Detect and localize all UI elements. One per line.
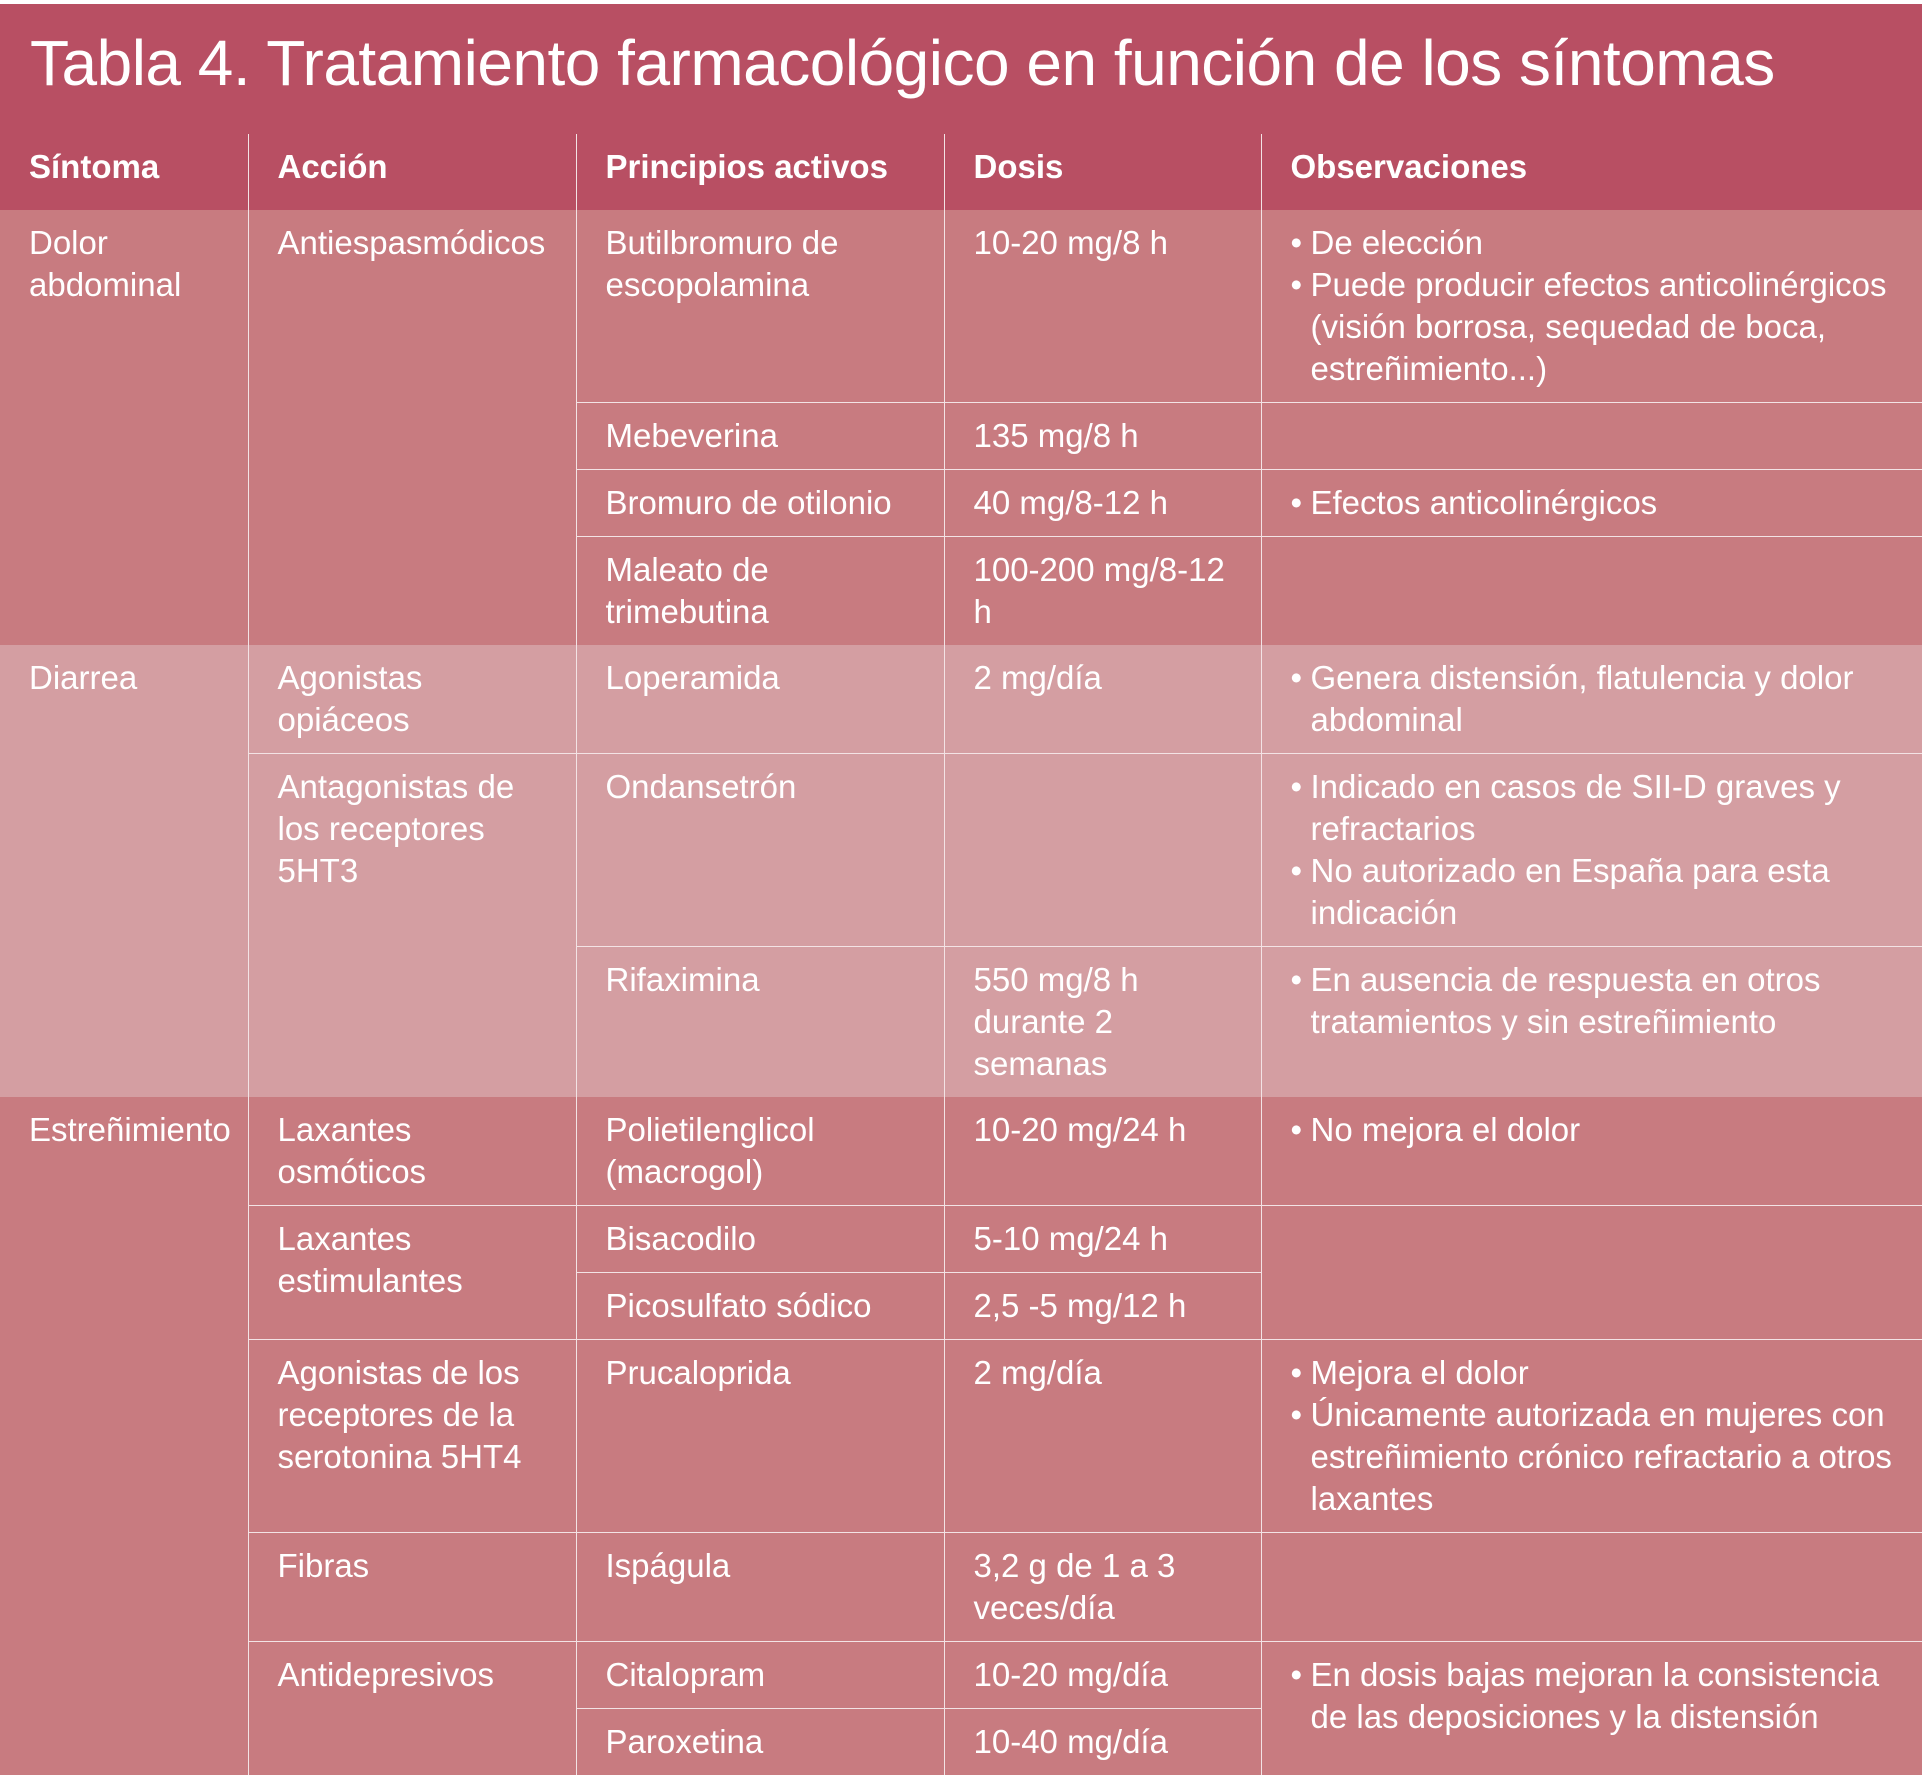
notes-list (1291, 222, 1911, 390)
symptom-cell: Diarrea (0, 645, 248, 1097)
action-cell: Agonistas opiáceos (248, 645, 576, 754)
action-cell: Laxantes osmóticos (248, 1097, 576, 1206)
notes-cell (1261, 470, 1922, 537)
notes-list (1291, 657, 1911, 741)
dose-cell: 3,2 g de 1 a 3 veces/día (944, 1533, 1261, 1642)
drug-cell: Maleato de trimebutina (576, 537, 944, 646)
notes-cell (1261, 754, 1922, 947)
table-row (0, 645, 1922, 754)
dose-cell: 2 mg/día (944, 1340, 1261, 1533)
note-item: • Mejora el dolor (1291, 1352, 1911, 1394)
notes-cell (1261, 537, 1922, 646)
header-sintoma: Síntoma (0, 134, 248, 210)
dose-cell: 135 mg/8 h (944, 403, 1261, 470)
drug-cell: Prucaloprida (576, 1340, 944, 1533)
drug-cell: Citalopram (576, 1642, 944, 1709)
dose-cell (944, 754, 1261, 947)
notes-list (1291, 1654, 1911, 1738)
drug-cell: Butilbromuro de escopolamina (576, 210, 944, 403)
note-item: • Únicamente autorizada en mujeres con estreñimiento crónico refractario a otros laxantes (1291, 1394, 1911, 1520)
dose-cell: 2,5 -5 mg/12 h (944, 1273, 1261, 1340)
drug-cell: Ondansetrón (576, 754, 944, 947)
table-row (0, 1340, 1922, 1533)
note-item: • En dosis bajas mejoran la consistencia de las deposiciones y la distensión (1291, 1654, 1911, 1738)
action-cell: Agonistas de los receptores de la serotonina 5HT4 (248, 1340, 576, 1533)
table-title: Tabla 4. Tratamiento farmacológico en función de los síntomas (0, 4, 1922, 134)
action-cell: Fibras (248, 1533, 576, 1642)
notes-cell (1261, 947, 1922, 1098)
note-item: • No mejora el dolor (1291, 1109, 1911, 1151)
drug-cell: Loperamida (576, 645, 944, 754)
drug-cell: Bisacodilo (576, 1206, 944, 1273)
dose-cell: 10-40 mg/día (944, 1709, 1261, 1775)
table-row (0, 754, 1922, 947)
drug-cell: Picosulfato sódico (576, 1273, 944, 1340)
note-item: • Efectos anticolinérgicos (1291, 482, 1911, 524)
action-cell: Antiespasmódicos (248, 210, 576, 645)
note-item: • De elección (1291, 222, 1911, 264)
dose-cell: 40 mg/8-12 h (944, 470, 1261, 537)
table-row (0, 1642, 1922, 1709)
notes-cell (1261, 1340, 1922, 1533)
dose-cell: 550 mg/8 h durante 2 semanas (944, 947, 1261, 1098)
notes-list (1291, 1352, 1911, 1520)
notes-cell (1261, 1533, 1922, 1642)
table-frame (0, 4, 1922, 1561)
dose-cell: 10-20 mg/8 h (944, 210, 1261, 403)
header-observaciones: Observaciones (1261, 134, 1922, 210)
note-item: • Puede producir efectos anticolinérgicos (visión borrosa, sequedad de boca, estreñimiento...) (1291, 264, 1911, 390)
dose-cell: 10-20 mg/día (944, 1642, 1261, 1709)
notes-cell (1261, 1097, 1922, 1206)
symptom-cell: Dolor abdominal (0, 210, 248, 645)
dose-cell: 2 mg/día (944, 645, 1261, 754)
notes-list (1291, 959, 1911, 1043)
table-row (0, 1097, 1922, 1206)
header-principios: Principios activos (576, 134, 944, 210)
drug-cell: Paroxetina (576, 1709, 944, 1775)
symptom-cell: Estreñimiento (0, 1097, 248, 1775)
treatment-table (0, 134, 1922, 1775)
drug-cell: Mebeverina (576, 403, 944, 470)
section-estrenimiento (0, 1097, 1922, 1775)
notes-list (1291, 482, 1911, 524)
notes-list (1291, 766, 1911, 934)
header-dosis: Dosis (944, 134, 1261, 210)
note-item: • En ausencia de respuesta en otros tratamientos y sin estreñimiento (1291, 959, 1911, 1043)
notes-list (1291, 1109, 1911, 1151)
action-cell: Antagonistas de los receptores 5HT3 (248, 754, 576, 1098)
note-item: • Genera distensión, flatulencia y dolor abdominal (1291, 657, 1911, 741)
dose-cell: 10-20 mg/24 h (944, 1097, 1261, 1206)
table-row (0, 1533, 1922, 1642)
drug-cell: Ispágula (576, 1533, 944, 1642)
notes-cell (1261, 210, 1922, 403)
drug-cell: Bromuro de otilonio (576, 470, 944, 537)
header-accion: Acción (248, 134, 576, 210)
drug-cell: Polietilenglicol (macrogol) (576, 1097, 944, 1206)
note-item: • No autorizado en España para esta indicación (1291, 850, 1911, 934)
section-dolor-abdominal (0, 210, 1922, 645)
notes-cell (1261, 403, 1922, 470)
notes-cell (1261, 1206, 1922, 1340)
header-row (0, 134, 1922, 210)
action-cell: Antidepresivos (248, 1642, 576, 1775)
note-item: • Indicado en casos de SII-D graves y refractarios (1291, 766, 1911, 850)
action-cell: Laxantes estimulantes (248, 1206, 576, 1340)
dose-cell: 100-200 mg/8-12 h (944, 537, 1261, 646)
table-row (0, 210, 1922, 403)
notes-cell (1261, 645, 1922, 754)
drug-cell: Rifaximina (576, 947, 944, 1098)
section-diarrea (0, 645, 1922, 1097)
dose-cell: 5-10 mg/24 h (944, 1206, 1261, 1273)
notes-cell (1261, 1642, 1922, 1775)
table-row (0, 1206, 1922, 1273)
